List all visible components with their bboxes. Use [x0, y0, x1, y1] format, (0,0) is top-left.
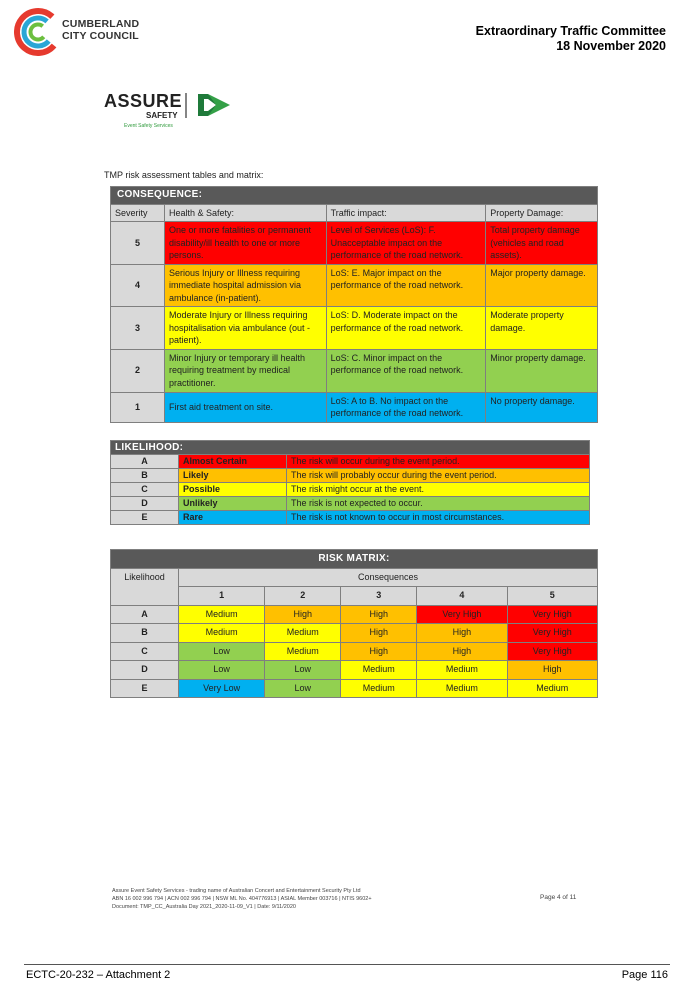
traffic-cell: LoS: E. Major impact on the performance of the road network.: [326, 264, 486, 307]
table-row: [111, 222, 598, 265]
consequence-title: CONSEQUENCE:: [111, 187, 598, 205]
table-row: [111, 392, 598, 422]
table-row: [111, 679, 598, 698]
likelihood-letter: E: [111, 511, 179, 525]
severity-cell: 3: [111, 307, 165, 350]
likelihood-description: The risk is not known to occur in most circumstances.: [287, 511, 590, 525]
matrix-cell: High: [341, 605, 417, 624]
assure-safety-text: SAFETY: [146, 111, 178, 120]
matrix-column-row: [111, 587, 598, 606]
matrix-cell: High: [417, 642, 507, 661]
health-cell: Minor Injury or temporary ill health requiring treatment by medical practitioner.: [164, 349, 326, 392]
col-header-property: Property Damage:: [486, 204, 598, 222]
matrix-row-letter: C: [111, 642, 179, 661]
likelihood-description: The risk might occur at the event.: [287, 483, 590, 497]
matrix-cell: Low: [265, 679, 341, 698]
col-header-severity: Severity: [111, 204, 165, 222]
matrix-cell: Low: [265, 661, 341, 680]
likelihood-description: The risk is not expected to occur.: [287, 497, 590, 511]
document-footer: [112, 887, 372, 911]
assure-wordmark: ASSURE: [104, 91, 183, 111]
likelihood-header: Likelihood: [111, 568, 179, 605]
likelihood-label: Unlikely: [179, 497, 287, 511]
table-row: [111, 469, 590, 483]
consequence-header-row: [111, 204, 598, 222]
matrix-header-row: [111, 568, 598, 587]
page-header: [476, 24, 666, 54]
property-cell: No property damage.: [486, 392, 598, 422]
table-row: [111, 511, 590, 525]
matrix-col-header: 4: [417, 587, 507, 606]
table-row: [111, 642, 598, 661]
matrix-cell: High: [341, 642, 417, 661]
footer-line: Assure Event Safety Services - trading name of Australian Concert and Entertainment Security Pty Ltd: [112, 888, 361, 894]
matrix-col-header: 3: [341, 587, 417, 606]
matrix-cell: Medium: [341, 679, 417, 698]
matrix-row-letter: D: [111, 661, 179, 680]
matrix-row-letter: E: [111, 679, 179, 698]
property-cell: Moderate property damage.: [486, 307, 598, 350]
risk-matrix-title: RISK MATRIX:: [111, 550, 598, 569]
intro-text: TMP risk assessment tables and matrix:: [104, 170, 264, 180]
matrix-cell: High: [417, 624, 507, 643]
attachment-reference: ECTC-20-232 – Attachment 2: [26, 969, 171, 981]
severity-cell: 2: [111, 349, 165, 392]
matrix-cell: Very Low: [179, 679, 265, 698]
table-row: [111, 483, 590, 497]
table-row: [111, 605, 598, 624]
table-row: [111, 455, 590, 469]
table-row: [111, 349, 598, 392]
matrix-cell: Medium: [417, 679, 507, 698]
health-cell: One or more fatalities or permanent disability/ill health to one or more persons.: [164, 222, 326, 265]
likelihood-letter: C: [111, 483, 179, 497]
property-cell: Minor property damage.: [486, 349, 598, 392]
matrix-cell: Medium: [179, 624, 265, 643]
document-page-number: Page 4 of 11: [540, 894, 577, 901]
severity-cell: 5: [111, 222, 165, 265]
matrix-cell: Medium: [179, 605, 265, 624]
matrix-cell: Very High: [507, 642, 597, 661]
likelihood-letter: A: [111, 455, 179, 469]
severity-cell: 4: [111, 264, 165, 307]
matrix-cell: High: [341, 624, 417, 643]
table-row: [111, 264, 598, 307]
likelihood-letter: D: [111, 497, 179, 511]
page-number: Page 116: [621, 969, 668, 981]
matrix-cell: Medium: [265, 624, 341, 643]
col-header-traffic: Traffic impact:: [326, 204, 486, 222]
matrix-col-header: 2: [265, 587, 341, 606]
consequences-header: Consequences: [179, 568, 598, 587]
table-row: [111, 307, 598, 350]
traffic-cell: LoS: D. Moderate impact on the performance of the road network.: [326, 307, 486, 350]
matrix-cell: Medium: [265, 642, 341, 661]
table-row: [111, 624, 598, 643]
matrix-cell: High: [507, 661, 597, 680]
likelihood-label: Likely: [179, 469, 287, 483]
property-cell: Major property damage.: [486, 264, 598, 307]
likelihood-title: LIKELIHOOD:: [111, 441, 590, 455]
likelihood-description: The risk will occur during the event period.: [287, 455, 590, 469]
footer-divider: [24, 964, 670, 965]
likelihood-label: Possible: [179, 483, 287, 497]
traffic-cell: Level of Services (LoS): F. Unacceptable impact on the performance of the road network.: [326, 222, 486, 265]
matrix-cell: Medium: [507, 679, 597, 698]
matrix-cell: Very High: [507, 624, 597, 643]
matrix-col-header: 1: [179, 587, 265, 606]
footer-line: Document: TMP_CC_Australia Day 2021_2020-11-09_V1 | Date: 9/11/2020: [112, 904, 296, 910]
consequence-table: [110, 186, 598, 423]
likelihood-label: Almost Certain: [179, 455, 287, 469]
likelihood-table: [110, 440, 590, 525]
likelihood-description: The risk will probably occur during the event period.: [287, 469, 590, 483]
table-row: [111, 497, 590, 511]
matrix-row-letter: A: [111, 605, 179, 624]
health-cell: Moderate Injury or Illness requiring hospitalisation via ambulance (out -patient).: [164, 307, 326, 350]
col-header-health: Health & Safety:: [164, 204, 326, 222]
matrix-cell: Medium: [417, 661, 507, 680]
footer-line: ABN 16 002 996 794 | ACN 002 996 794 | NSW ML No. 404776913 | ASIAL Member 003716 | NTIS 9602+: [112, 896, 372, 902]
matrix-row-letter: B: [111, 624, 179, 643]
matrix-cell: Medium: [341, 661, 417, 680]
matrix-cell: High: [265, 605, 341, 624]
traffic-cell: LoS: C. Minor impact on the performance of the road network.: [326, 349, 486, 392]
council-name: CUMBERLAND CITY COUNCIL: [62, 18, 140, 42]
health-cell: Serious Injury or Illness requiring immediate hospital admission via ambulance (in-patient).: [164, 264, 326, 307]
likelihood-letter: B: [111, 469, 179, 483]
matrix-cell: Low: [179, 661, 265, 680]
health-cell: First aid treatment on site.: [164, 392, 326, 422]
risk-matrix-table: [110, 549, 598, 698]
likelihood-label: Rare: [179, 511, 287, 525]
matrix-col-header: 5: [507, 587, 597, 606]
assure-tagline: Event Safety Services: [124, 123, 173, 129]
table-row: [111, 661, 598, 680]
matrix-cell: Very High: [417, 605, 507, 624]
meeting-date: 18 November 2020: [556, 39, 666, 53]
committee-title: Extraordinary Traffic Committee: [475, 24, 666, 38]
traffic-cell: LoS: A to B. No impact on the performance of the road network.: [326, 392, 486, 422]
property-cell: Total property damage (vehicles and road assets).: [486, 222, 598, 265]
matrix-cell: Very High: [507, 605, 597, 624]
severity-cell: 1: [111, 392, 165, 422]
matrix-cell: Low: [179, 642, 265, 661]
